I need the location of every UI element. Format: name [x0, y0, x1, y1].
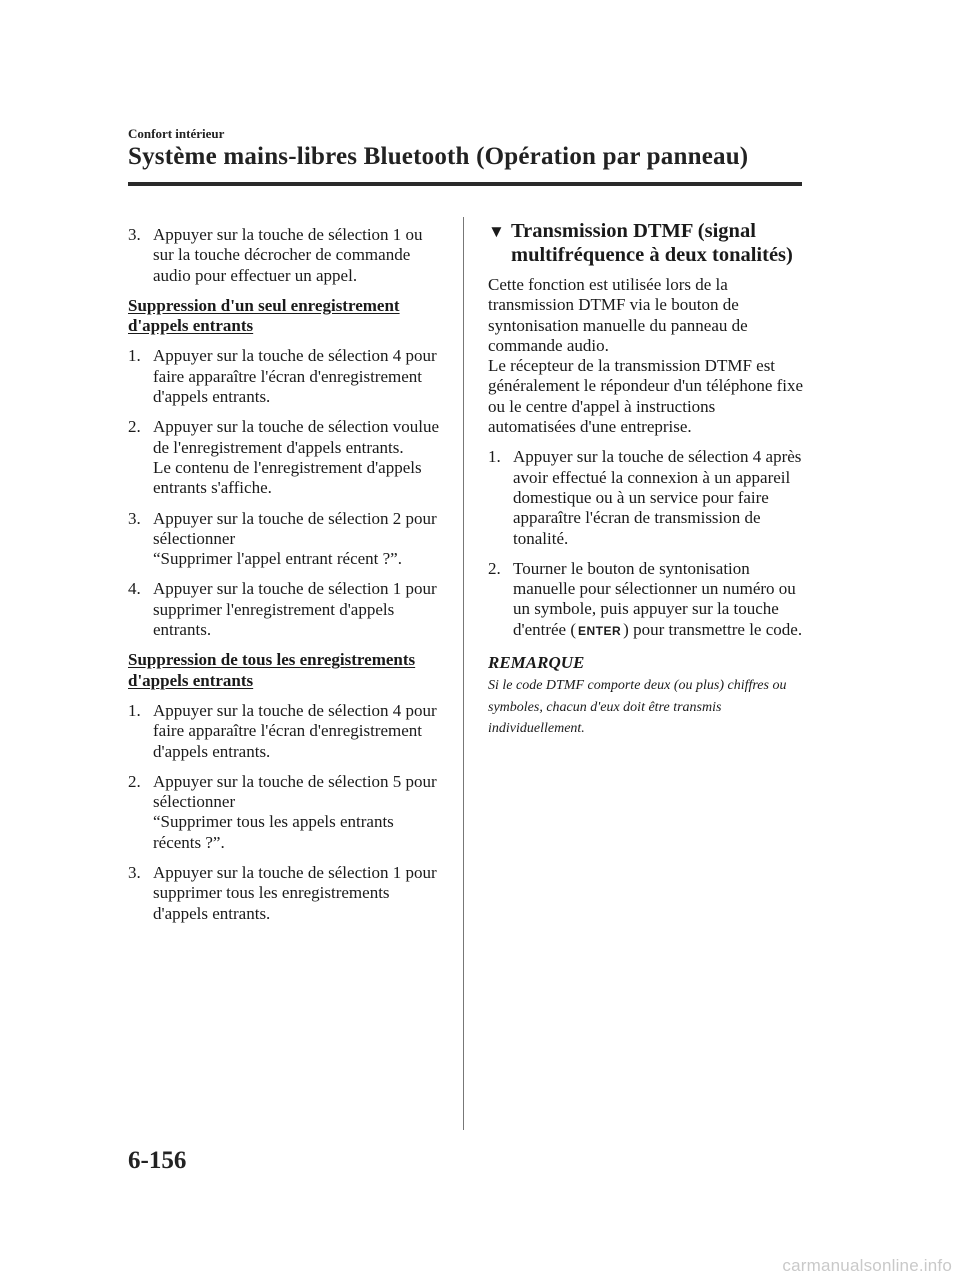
intro-text: Cette fonction est utilisée lors de la transmission DTMF via le bouton de syntonisation manuelle du panneau de commande audio. — [488, 275, 748, 355]
subsection-title: Suppression de tous les enregistrements d'appels entrants — [128, 650, 416, 690]
step-item — [128, 701, 440, 762]
step-number: 2. — [128, 771, 141, 791]
step-item — [128, 225, 440, 286]
left-column — [128, 225, 440, 934]
step-number: 1. — [128, 700, 141, 720]
step-item — [128, 417, 440, 498]
step-number: 1. — [128, 346, 141, 366]
step-item — [128, 509, 440, 570]
dtmf-heading-text: Transmission DTMF (signal multifréquence à deux tonalités) — [511, 220, 793, 266]
page-title: Système mains-libres Bluetooth (Opération par panneau) — [128, 143, 749, 170]
step-text: Appuyer sur la touche de sélection 4 pour faire apparaître l'écran d'enregistrement d'appels entrants. — [153, 346, 437, 407]
step-text-continued: “Supprimer l'appel entrant récent ?”. — [153, 549, 402, 569]
step-number: 3. — [128, 508, 141, 528]
triangle-down-icon: ▼ — [488, 222, 505, 241]
step-text-after: ) pour transmettre le code. — [623, 619, 803, 639]
step-text — [513, 559, 804, 641]
step-text-continued: Le contenu de l'enregistrement d'appels entrants s'affiche. — [153, 457, 422, 498]
dtmf-heading — [488, 219, 804, 267]
step-item — [128, 579, 440, 640]
step-number: 1. — [488, 447, 501, 467]
step-item — [128, 346, 440, 407]
subsection-title: Suppression d'un seul enregistrement d'appels entrants — [128, 295, 400, 336]
step-text: Appuyer sur la touche de sélection 1 pour supprimer l'enregistrement d'appels entrants. — [153, 579, 437, 640]
step-number: 2. — [488, 558, 501, 578]
note-text: Si le code DTMF comporte deux (ou plus) chiffres ou symboles, chacun d'eux doit être transmis individuellement. — [488, 678, 787, 737]
step-text-before: Tourner le bouton de syntonisation manuelle pour sélectionner un numéro ou un symbole, puis appuyer sur la touche d'entrée ( — [513, 558, 796, 639]
step-item — [128, 772, 440, 853]
step-text: Appuyer sur la touche de sélection 5 pour sélectionner — [153, 771, 437, 812]
page-number: 6-156 — [128, 1147, 187, 1174]
step-text: Appuyer sur la touche de sélection voulue de l'enregistrement d'appels entrants. — [153, 417, 440, 457]
step-text-continued: “Supprimer tous les appels entrants récents ?”. — [153, 812, 394, 852]
step-item — [488, 447, 804, 548]
step-text: Appuyer sur la touche de sélection 4 pour faire apparaître l'écran d'enregistrement d'appels entrants. — [153, 700, 437, 761]
step-number: 3. — [128, 863, 141, 883]
right-column — [488, 220, 804, 740]
step-item — [128, 863, 440, 924]
intro-text-continued: Le récepteur de la transmission DTMF est généralement le répondeur d'un téléphone fixe ou le centre d'appel à instructions automatisées d'une entreprise. — [488, 356, 804, 437]
step-text: Appuyer sur la touche de sélection 2 pour sélectionner — [153, 508, 437, 548]
enter-key-icon: ENTER — [578, 623, 622, 638]
step-number: 2. — [128, 417, 141, 437]
step-number: 3. — [128, 225, 141, 244]
watermark: carmanualsonline.info — [782, 1256, 952, 1275]
column-divider — [463, 217, 464, 1130]
step-text: Appuyer sur la touche de sélection 4 après avoir effectué la connexion à un appareil domestique ou à un service pour faire apparaître l'écran de transmission de tonalité. — [513, 447, 802, 548]
intro-paragraph — [488, 275, 804, 437]
note-title: REMARQUE — [488, 653, 585, 673]
step-text: Appuyer sur la touche de sélection 1 pour supprimer tous les enregistrements d'appels entrants. — [153, 863, 437, 923]
step-item — [488, 559, 804, 641]
step-text: Appuyer sur la touche de sélection 1 ou sur la touche décrocher de commande audio pour effectuer un appel. — [153, 225, 423, 285]
step-number: 4. — [128, 579, 141, 599]
title-rule — [128, 182, 802, 186]
section-label: Confort intérieur — [128, 126, 225, 141]
